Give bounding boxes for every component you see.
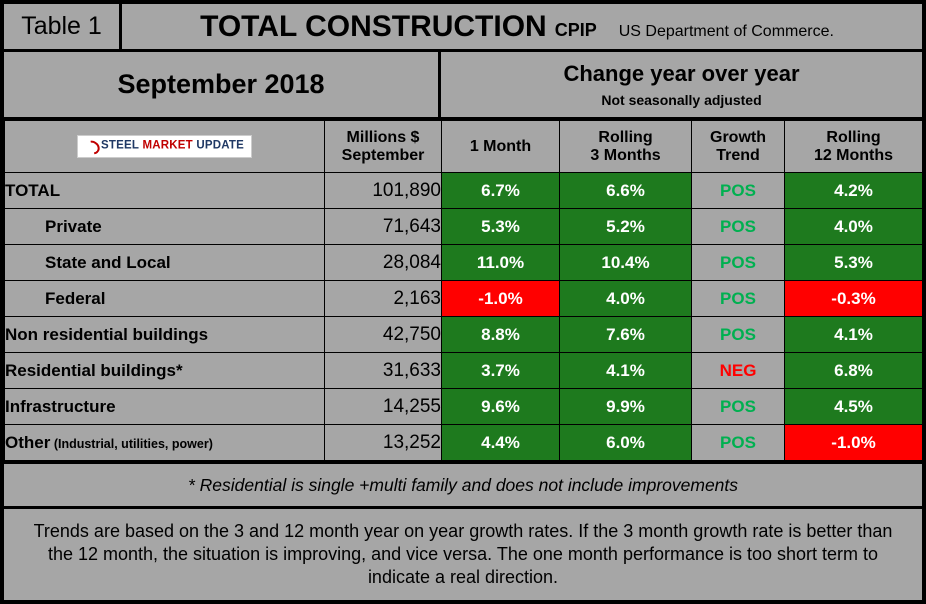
- row-rolling-12-months: -1.0%: [785, 425, 923, 461]
- row-value: 28,084: [325, 245, 442, 281]
- table-body: [5, 173, 923, 461]
- brand-logo: [5, 121, 325, 173]
- column-header-value-line1: Millions $: [346, 128, 420, 146]
- row-label: [5, 173, 325, 209]
- table-row: [5, 317, 923, 353]
- row-label: [5, 353, 325, 389]
- column-header-value-line2: September: [341, 146, 425, 164]
- row-label-note: (Industrial, utilities, power): [50, 436, 213, 451]
- row-rolling-3-months: 9.9%: [560, 389, 692, 425]
- change-title: Change year over year: [563, 61, 800, 86]
- page-title: TOTAL CONSTRUCTION: [200, 9, 547, 43]
- table-row: [5, 353, 923, 389]
- row-growth-trend: POS: [692, 173, 785, 209]
- row-label: [5, 245, 325, 281]
- table-number-label: Table 1: [4, 4, 122, 49]
- logo-word-2: MARKET: [142, 140, 193, 153]
- row-label: [5, 281, 325, 317]
- column-header-value: [325, 121, 442, 173]
- row-label: [5, 209, 325, 245]
- column-header-rolling-3: [560, 121, 692, 173]
- row-label-text: Other: [5, 432, 51, 452]
- row-one-month: 6.7%: [442, 173, 560, 209]
- row-growth-trend: NEG: [692, 353, 785, 389]
- row-growth-trend: POS: [692, 425, 785, 461]
- row-value: 14,255: [325, 389, 442, 425]
- row-rolling-12-months: 5.3%: [785, 245, 923, 281]
- row-rolling-12-months: 4.2%: [785, 173, 923, 209]
- row-label-text: Private: [45, 216, 102, 236]
- row-label-text: Non residential buildings: [5, 324, 209, 344]
- column-header-rolling-12: [785, 121, 923, 173]
- row-rolling-3-months: 4.0%: [560, 281, 692, 317]
- row-label-text: Residential buildings*: [5, 360, 183, 380]
- logo-word-3: UPDATE: [196, 140, 244, 153]
- row-rolling-3-months: 6.0%: [560, 425, 692, 461]
- column-header-one-month: 1 Month: [442, 121, 560, 173]
- row-rolling-3-months: 5.2%: [560, 209, 692, 245]
- table-row: [5, 209, 923, 245]
- row-label: [5, 389, 325, 425]
- row-value: 31,633: [325, 353, 442, 389]
- table-row: [5, 173, 923, 209]
- row-one-month: 5.3%: [442, 209, 560, 245]
- table-row: [5, 425, 923, 461]
- row-rolling-12-months: 4.1%: [785, 317, 923, 353]
- row-value: 42,750: [325, 317, 442, 353]
- swoosh-icon: [85, 140, 98, 151]
- row-one-month: 8.8%: [442, 317, 560, 353]
- table-row: [5, 389, 923, 425]
- row-label: [5, 317, 325, 353]
- table-row: [5, 281, 923, 317]
- footnote: * Residential is single +multi family and does not include improvements: [4, 461, 922, 509]
- period-label: September 2018: [4, 52, 441, 117]
- row-growth-trend: POS: [692, 245, 785, 281]
- row-label-text: Infrastructure: [5, 396, 116, 416]
- row-one-month: 11.0%: [442, 245, 560, 281]
- column-header-growth-trend: [692, 121, 785, 173]
- row-rolling-3-months: 10.4%: [560, 245, 692, 281]
- row-one-month: 4.4%: [442, 425, 560, 461]
- row-value: 101,890: [325, 173, 442, 209]
- steel-market-update-logo: [77, 135, 252, 157]
- subheader-row: [4, 52, 922, 120]
- row-one-month: 9.6%: [442, 389, 560, 425]
- title-main: [122, 10, 922, 44]
- row-growth-trend: POS: [692, 281, 785, 317]
- row-rolling-3-months: 6.6%: [560, 173, 692, 209]
- row-rolling-12-months: 4.0%: [785, 209, 923, 245]
- logo-word-1: STEEL: [101, 140, 140, 153]
- row-rolling-3-months: 4.1%: [560, 353, 692, 389]
- column-header-rolling-3-line1: Rolling: [598, 128, 653, 146]
- column-header-rolling-3-line2: 3 Months: [590, 146, 661, 164]
- title-acronym: CPIP: [554, 19, 597, 40]
- row-growth-trend: POS: [692, 209, 785, 245]
- title-source: US Department of Commerce.: [618, 22, 834, 40]
- column-header-growth-trend-line1: Growth: [710, 128, 766, 146]
- table-header: [5, 121, 923, 173]
- row-one-month: -1.0%: [442, 281, 560, 317]
- row-label-text: TOTAL: [5, 180, 61, 200]
- row-rolling-3-months: 7.6%: [560, 317, 692, 353]
- row-rolling-12-months: -0.3%: [785, 281, 923, 317]
- row-value: 13,252: [325, 425, 442, 461]
- table-header-row: [5, 121, 923, 173]
- row-one-month: 3.7%: [442, 353, 560, 389]
- column-header-growth-trend-line2: Trend: [716, 146, 760, 164]
- column-header-rolling-12-line1: Rolling: [826, 128, 881, 146]
- row-rolling-12-months: 6.8%: [785, 353, 923, 389]
- table-row: [5, 245, 923, 281]
- construction-data-table: [4, 120, 923, 461]
- row-label-text: State and Local: [45, 252, 171, 272]
- trend-explanation: Trends are based on the 3 and 12 month year on year growth rates. If the 3 month growth rate is better than the 12 month, the situation is improving, and vice versa. The one month performance is too short term to indicate a real direction.: [33, 520, 893, 588]
- column-header-rolling-12-line2: 12 Months: [813, 146, 894, 164]
- row-growth-trend: POS: [692, 389, 785, 425]
- row-value: 2,163: [325, 281, 442, 317]
- row-value: 71,643: [325, 209, 442, 245]
- title-row: [4, 4, 922, 52]
- row-label: [5, 425, 325, 461]
- change-header: [441, 52, 922, 117]
- row-rolling-12-months: 4.5%: [785, 389, 923, 425]
- table-sheet: [4, 4, 922, 600]
- row-label-text: Federal: [45, 288, 106, 308]
- row-growth-trend: POS: [692, 317, 785, 353]
- change-subtitle: Not seasonally adjusted: [601, 92, 762, 108]
